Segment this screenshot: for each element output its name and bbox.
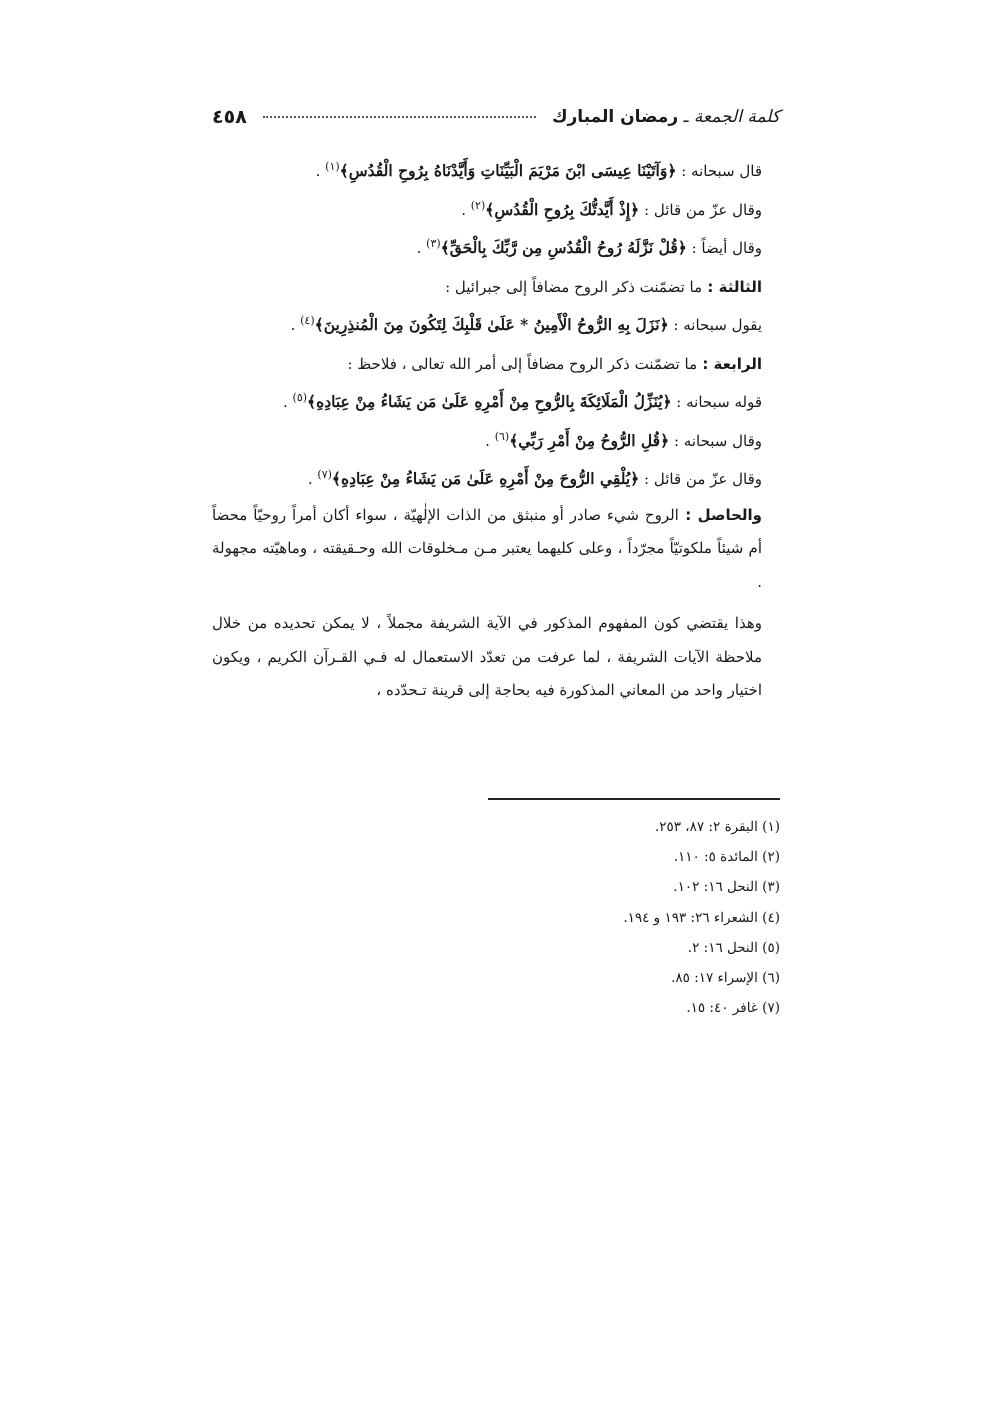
verse-intro: يقول سبحانه : — [668, 316, 762, 334]
ornate-bracket-open: ﴿ — [662, 392, 672, 411]
ornate-bracket-open: ﴿ — [660, 430, 670, 450]
ornate-bracket-close: ﴾ — [314, 315, 324, 334]
verse-intro: قال سبحانه : — [676, 162, 762, 180]
quran-verse: يُنَزِّلُ الْمَلَائِكَةَ بِالرُّوحِ مِنْ أَمْرِهِ عَلَىٰ مَن يَشَاءُ مِنْ عِبَادِهِ — [316, 392, 663, 411]
line-end: . — [282, 393, 293, 411]
section-label: الثالثة : — [702, 277, 762, 296]
footnote-item — [623, 812, 780, 842]
line-end: . — [315, 162, 326, 180]
summary-paragraph — [212, 499, 780, 600]
quran-verse: نَزَلَ بِهِ الرُّوحُ الْأَمِينُ * عَلَىٰ قَلْبِكَ لِتَكُونَ مِنَ الْمُنذِرِينَ — [323, 315, 660, 334]
footnote-item — [623, 903, 780, 933]
line-end: . — [307, 470, 318, 488]
footnote-divider — [488, 798, 780, 800]
verse-line — [212, 422, 780, 461]
page-number: ٤٥٨ — [212, 106, 247, 128]
summary-label: والحاصل : — [678, 505, 762, 524]
section-text: ما تضمّنت ذكر الروح مضافاً إلى أمر الله تعالى ، فلاحظ : — [347, 354, 698, 373]
footnote-ref: (٤) — [300, 314, 315, 327]
section-text: ما تضمّنت ذكر الروح مضافاً إلى جبرائيل : — [445, 277, 703, 296]
footnote-number: (٤) — [762, 909, 780, 926]
footnote-number: (٧) — [762, 1000, 780, 1017]
verse-line — [212, 383, 780, 422]
section-heading-line — [212, 268, 780, 307]
footnote-ref: (٢) — [470, 198, 486, 212]
footnote-number: (١) — [762, 819, 780, 835]
verse-intro: وقال عزّ من قائل : — [639, 200, 762, 219]
ornate-bracket-open: ﴿ — [630, 199, 640, 219]
ornate-bracket-close: ﴾ — [339, 161, 349, 180]
footnote-number: (٥) — [762, 939, 780, 956]
verse-line — [212, 152, 780, 191]
line-end: . — [290, 316, 301, 334]
chapter-title: رمضان المبارك — [551, 107, 679, 127]
closing-paragraph: وهذا يقتضي كون المفهوم المذكور في الآية الشريفة مجملاً ، لا يمكن تحديده من خلال ملاحظة الآيات الشريفة ، لما عرفت من تعدّد الاستعمال له فـي القـرآن الكريم ، ويكون اختيار واحد من المعاني المذكورة فيه بحاجة إلى قرينة تـحدّده ، — [212, 614, 762, 699]
quran-verse: وَآتَيْنَا عِيسَى ابْنَ مَرْيَمَ الْبَيِّنَاتِ وَأَيَّدْنَاهُ بِرُوحِ الْقُدُسِ — [348, 161, 668, 180]
running-title — [552, 107, 780, 127]
ornate-bracket-close: ﴾ — [485, 199, 495, 219]
ornate-bracket-close: ﴾ — [509, 430, 519, 450]
footnote-text: النحل ١٦: ٢. — [687, 939, 758, 956]
footnote-item — [623, 842, 780, 872]
main-text — [212, 152, 780, 708]
footnote-ref: (٥) — [292, 391, 308, 404]
ornate-bracket-open: ﴿ — [630, 469, 640, 488]
footnote-number: (٢) — [762, 849, 780, 866]
section-heading-line — [212, 345, 780, 384]
footnote-text: النحل ١٦: ١٠٢. — [673, 879, 758, 896]
footnote-text: المائدة ٥: ١١٠. — [673, 849, 758, 866]
quran-verse: إِذْ أَيَّدتُّكَ بِرُوحِ الْقُدُسِ — [494, 199, 631, 219]
ornate-bracket-close: ﴾ — [440, 238, 450, 257]
footnote-number: (٣) — [762, 879, 780, 896]
footnote-text: غافر ٤٠: ١٥. — [686, 1000, 758, 1017]
verse-line — [212, 191, 780, 230]
footnote-ref: (٧) — [317, 468, 332, 481]
ornate-bracket-close: ﴾ — [331, 469, 341, 488]
header-dot-leader — [263, 116, 536, 118]
ornate-bracket-open: ﴿ — [677, 238, 687, 257]
header-separator: ـ — [678, 107, 694, 127]
footnote-text: الشعراء ٢٦: ١٩٣ و ١٩٤. — [623, 909, 758, 926]
quran-verse: قُلِ الرُّوحُ مِنْ أَمْرِ رَبِّي — [518, 430, 661, 450]
summary-text: الروح شيء صادر أو منبثق من الذات الإلٰهيّة ، سواء أكان أمراً روحيّاً محضاً أم شيئاً ملكوتيّاً مجرّداً ، وعلى كليهما يعتبر مـن مـخلوقات الله وحـقيقته ، وماهيّته مجهولة . — [212, 505, 762, 591]
running-header — [212, 100, 780, 134]
quran-verse: قُلْ نَزَّلَهُ رُوحُ الْقُدُسِ مِن رَّبِّكَ بِالْحَقِّ — [449, 238, 678, 257]
footnote-ref: (١) — [325, 160, 340, 173]
footnote-text: البقرة ٢: ٨٧، ٢٥٣. — [654, 819, 758, 835]
footnote-number: (٦) — [762, 969, 780, 986]
verse-intro: وقال أيضاً : — [686, 239, 762, 257]
verse-line — [212, 229, 780, 268]
ornate-bracket-open: ﴿ — [659, 315, 669, 334]
ornate-bracket-close: ﴾ — [307, 392, 317, 411]
footnote-text: الإسراء ١٧: ٨٥. — [671, 969, 758, 986]
footnote-item — [623, 933, 780, 963]
verse-intro: قوله سبحانه : — [671, 393, 762, 411]
section-label: الرابعة : — [697, 354, 762, 373]
footnote-ref: (٦) — [494, 429, 510, 443]
line-end: . — [461, 200, 471, 219]
ornate-bracket-open: ﴿ — [667, 161, 677, 180]
footnotes — [623, 812, 780, 1023]
verse-intro: وقال عزّ من قائل : — [639, 470, 762, 488]
footnote-item — [623, 993, 780, 1023]
quran-verse: يُلْقِي الرُّوحَ مِنْ أَمْرِهِ عَلَىٰ مَن يَشَاءُ مِنْ عِبَادِهِ — [341, 469, 631, 488]
footnote-ref: (٣) — [426, 237, 441, 250]
verse-line — [212, 460, 780, 499]
book-brand: كلمة الجمعة — [693, 107, 780, 127]
verse-line — [212, 306, 780, 345]
line-end: . — [416, 239, 427, 257]
footnote-item — [623, 872, 780, 902]
footnote-item — [623, 963, 780, 993]
line-end: . — [485, 431, 495, 450]
verse-intro: وقال سبحانه : — [669, 431, 762, 450]
